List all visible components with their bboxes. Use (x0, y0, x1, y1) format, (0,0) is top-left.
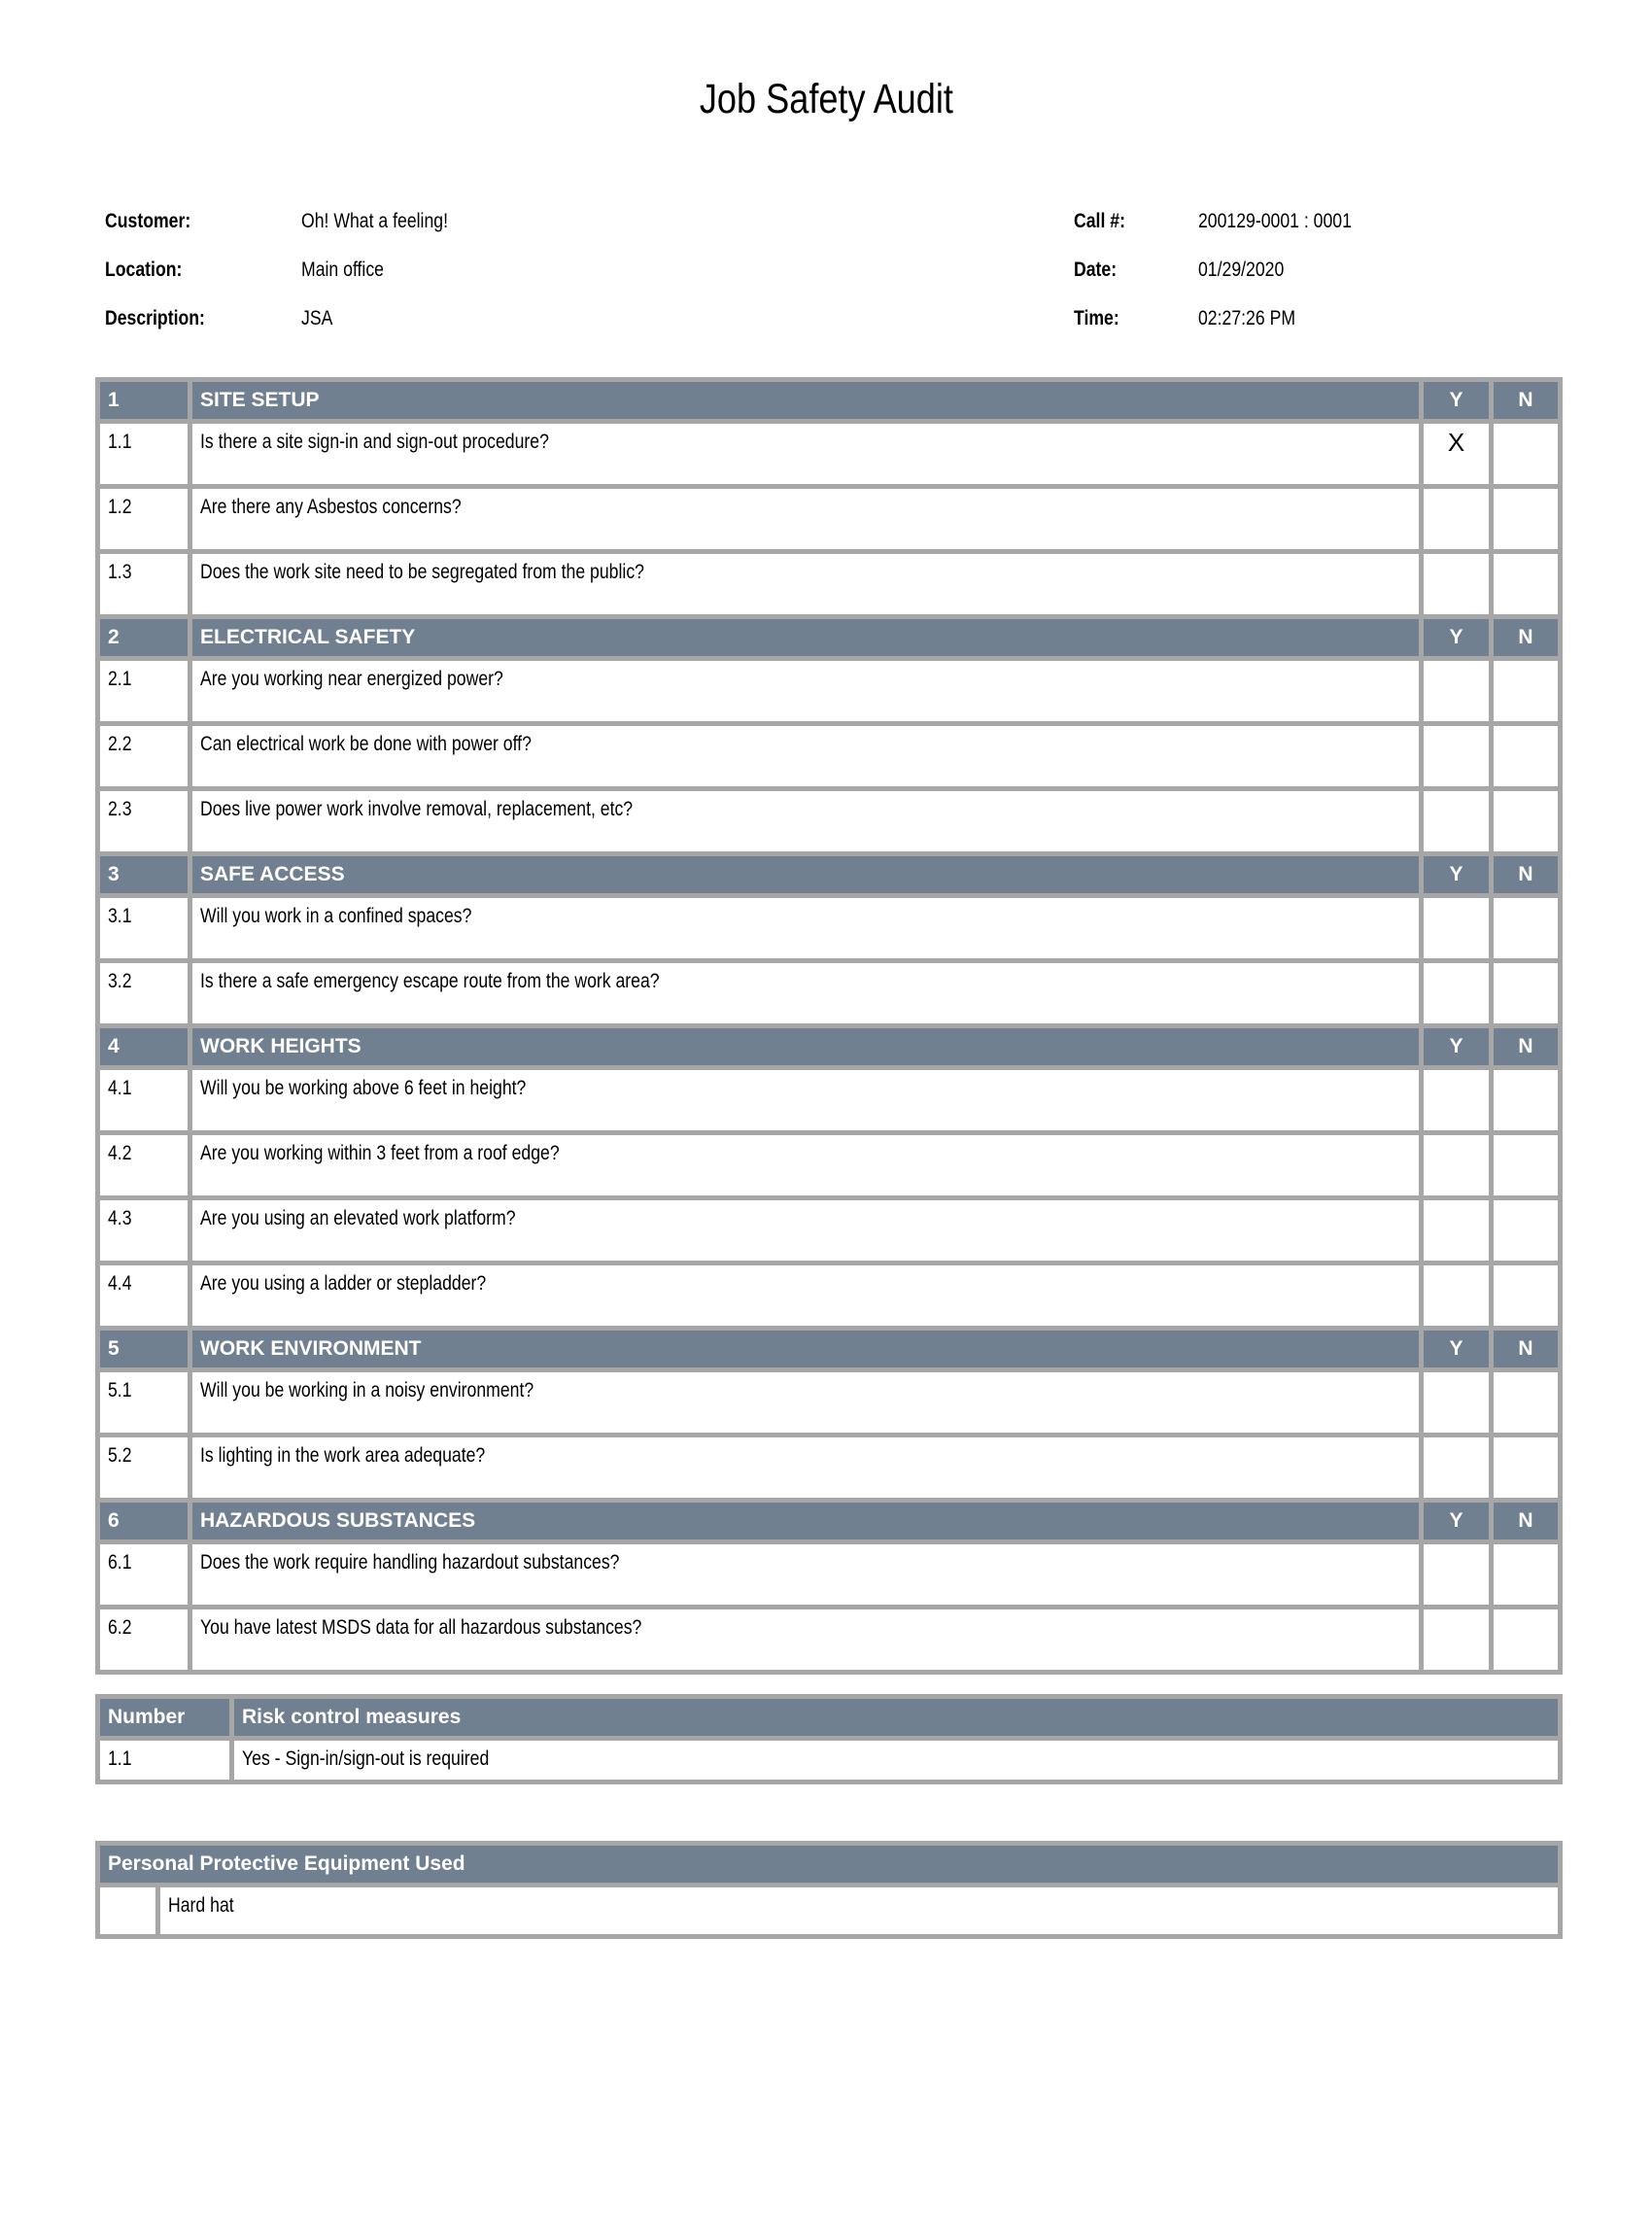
question-row (98, 422, 1561, 487)
answer-no-cell (1492, 789, 1561, 854)
time-value: 02:27:26 PM (1198, 307, 1296, 329)
ppe-header-row (98, 1844, 1561, 1885)
description-label: Description: (105, 307, 205, 329)
answer-no-cell (1492, 724, 1561, 789)
question-row (98, 789, 1561, 854)
job-safety-audit-document (0, 76, 1652, 1939)
question-number: 6.2 (98, 1608, 190, 1673)
section-row-safe-access (98, 854, 1561, 896)
answer-no-cell (1492, 422, 1561, 487)
date-label: Date: (1074, 259, 1118, 281)
question-number: 1.3 (98, 552, 190, 617)
header-info-left (105, 209, 1074, 355)
question-row (98, 1198, 1561, 1263)
question-text: Does the work require handling hazardout substances? (190, 1542, 1422, 1608)
customer-value: Oh! What a feeling! (301, 210, 449, 232)
answer-yes-cell (1422, 1133, 1492, 1198)
question-text: Are there any Asbestos concerns? (190, 487, 1422, 552)
question-number: 1.2 (98, 487, 190, 552)
risk-header-number: Number (98, 1697, 232, 1739)
risk-number: 1.1 (98, 1739, 232, 1782)
customer-row (105, 209, 1074, 258)
section-row-electrical-safety (98, 617, 1561, 659)
question-row (98, 552, 1561, 617)
time-label: Time: (1074, 307, 1119, 329)
section-title: SAFE ACCESS (190, 854, 1422, 896)
answer-yes-cell (1422, 1370, 1492, 1436)
column-header-yes: Y (1422, 380, 1492, 422)
answer-no-cell (1492, 552, 1561, 617)
question-number: 4.1 (98, 1068, 190, 1133)
column-header-yes: Y (1422, 617, 1492, 659)
question-row (98, 1068, 1561, 1133)
header-info (105, 209, 1652, 355)
question-number: 4.4 (98, 1263, 190, 1329)
location-value: Main office (301, 259, 384, 281)
answer-no-cell (1492, 896, 1561, 961)
question-number: 3.1 (98, 896, 190, 961)
question-text: Will you be working in a noisy environment? (190, 1370, 1422, 1436)
header-info-right (1074, 209, 1560, 355)
question-text: Are you working within 3 feet from a roof edge? (190, 1133, 1422, 1198)
column-header-no: N (1492, 617, 1561, 659)
answer-no-cell (1492, 1542, 1561, 1608)
date-value: 01/29/2020 (1198, 259, 1285, 281)
column-header-no: N (1492, 854, 1561, 896)
question-row (98, 659, 1561, 724)
location-label: Location: (105, 259, 183, 281)
answer-no-cell (1492, 1608, 1561, 1673)
answer-no-cell (1492, 1068, 1561, 1133)
question-number: 3.2 (98, 961, 190, 1026)
answer-yes-cell (1422, 552, 1492, 617)
question-row (98, 724, 1561, 789)
ppe-row (98, 1885, 1561, 1937)
call-number-row (1074, 209, 1560, 258)
answer-yes-cell (1422, 961, 1492, 1026)
question-number: 2.1 (98, 659, 190, 724)
section-title: SITE SETUP (190, 380, 1422, 422)
section-row-hazardous-substances (98, 1501, 1561, 1542)
question-text: Are you working near energized power? (190, 659, 1422, 724)
ppe-item: Hard hat (158, 1885, 1561, 1937)
question-text: Does live power work involve removal, replacement, etc? (190, 789, 1422, 854)
question-number: 2.2 (98, 724, 190, 789)
answer-yes-cell (1422, 1263, 1492, 1329)
description-row (105, 306, 1074, 355)
question-text: Are you using a ladder or stepladder? (190, 1263, 1422, 1329)
section-row-work-environment (98, 1329, 1561, 1370)
answer-yes-cell: X (1422, 422, 1492, 487)
question-number: 4.3 (98, 1198, 190, 1263)
section-number: 2 (98, 617, 190, 659)
answer-no-cell (1492, 1133, 1561, 1198)
column-header-no: N (1492, 1329, 1561, 1370)
column-header-yes: Y (1422, 1329, 1492, 1370)
question-number: 1.1 (98, 422, 190, 487)
answer-yes-cell (1422, 1608, 1492, 1673)
answer-no-cell (1492, 1370, 1561, 1436)
question-row (98, 1608, 1561, 1673)
answer-yes-cell (1422, 659, 1492, 724)
question-text: Can electrical work be done with power off? (190, 724, 1422, 789)
section-title: ELECTRICAL SAFETY (190, 617, 1422, 659)
question-row (98, 487, 1561, 552)
answer-yes-cell (1422, 487, 1492, 552)
section-title: HAZARDOUS SUBSTANCES (190, 1501, 1422, 1542)
answer-yes-cell (1422, 789, 1492, 854)
question-row (98, 1436, 1561, 1501)
section-title: WORK ENVIRONMENT (190, 1329, 1422, 1370)
section-title: WORK HEIGHTS (190, 1026, 1422, 1068)
answer-no-cell (1492, 487, 1561, 552)
risk-header-row (98, 1697, 1561, 1739)
column-header-yes: Y (1422, 854, 1492, 896)
section-number: 6 (98, 1501, 190, 1542)
question-text: Does the work site need to be segregated from the public? (190, 552, 1422, 617)
risk-control-table (95, 1694, 1563, 1784)
ppe-table (95, 1841, 1563, 1939)
call-number-label: Call #: (1074, 210, 1125, 232)
answer-no-cell (1492, 659, 1561, 724)
section-number: 5 (98, 1329, 190, 1370)
question-row (98, 1133, 1561, 1198)
question-text: You have latest MSDS data for all hazardous substances? (190, 1608, 1422, 1673)
section-number: 4 (98, 1026, 190, 1068)
answer-yes-cell (1422, 1068, 1492, 1133)
risk-header-measures: Risk control measures (232, 1697, 1561, 1739)
answer-no-cell (1492, 961, 1561, 1026)
question-number: 6.1 (98, 1542, 190, 1608)
call-number-value: 200129-0001 : 0001 (1198, 210, 1352, 232)
question-text: Will you work in a confined spaces? (190, 896, 1422, 961)
customer-label: Customer: (105, 210, 191, 232)
location-row (105, 258, 1074, 306)
column-header-no: N (1492, 1501, 1561, 1542)
question-row (98, 1263, 1561, 1329)
question-row (98, 961, 1561, 1026)
answer-yes-cell (1422, 1198, 1492, 1263)
page-title-text: Job Safety Audit (699, 76, 953, 122)
page-title (0, 76, 1652, 123)
time-row (1074, 306, 1560, 355)
answer-yes-cell (1422, 1436, 1492, 1501)
column-header-yes: Y (1422, 1501, 1492, 1542)
column-header-no: N (1492, 1026, 1561, 1068)
answer-yes-cell (1422, 1542, 1492, 1608)
question-number: 5.1 (98, 1370, 190, 1436)
question-text: Will you be working above 6 feet in height? (190, 1068, 1422, 1133)
answer-no-cell (1492, 1198, 1561, 1263)
question-text: Is there a site sign-in and sign-out procedure? (190, 422, 1422, 487)
question-number: 5.2 (98, 1436, 190, 1501)
answer-yes-cell (1422, 896, 1492, 961)
ppe-header: Personal Protective Equipment Used (98, 1844, 1561, 1885)
risk-measure: Yes - Sign-in/sign-out is required (232, 1739, 1561, 1782)
section-row-work-heights (98, 1026, 1561, 1068)
description-value: JSA (301, 307, 333, 329)
question-row (98, 1370, 1561, 1436)
checklist-table (95, 377, 1563, 1675)
risk-row (98, 1739, 1561, 1782)
answer-no-cell (1492, 1436, 1561, 1501)
question-number: 2.3 (98, 789, 190, 854)
section-number: 3 (98, 854, 190, 896)
question-number: 4.2 (98, 1133, 190, 1198)
section-row-site-setup (98, 380, 1561, 422)
question-text: Is there a safe emergency escape route from the work area? (190, 961, 1422, 1026)
question-text: Is lighting in the work area adequate? (190, 1436, 1422, 1501)
answer-no-cell (1492, 1263, 1561, 1329)
column-header-yes: Y (1422, 1026, 1492, 1068)
question-row (98, 896, 1561, 961)
question-text: Are you using an elevated work platform? (190, 1198, 1422, 1263)
question-row (98, 1542, 1561, 1608)
date-row (1074, 258, 1560, 306)
answer-yes-cell (1422, 724, 1492, 789)
section-number: 1 (98, 380, 190, 422)
ppe-checkbox-cell (98, 1885, 158, 1937)
column-header-no: N (1492, 380, 1561, 422)
